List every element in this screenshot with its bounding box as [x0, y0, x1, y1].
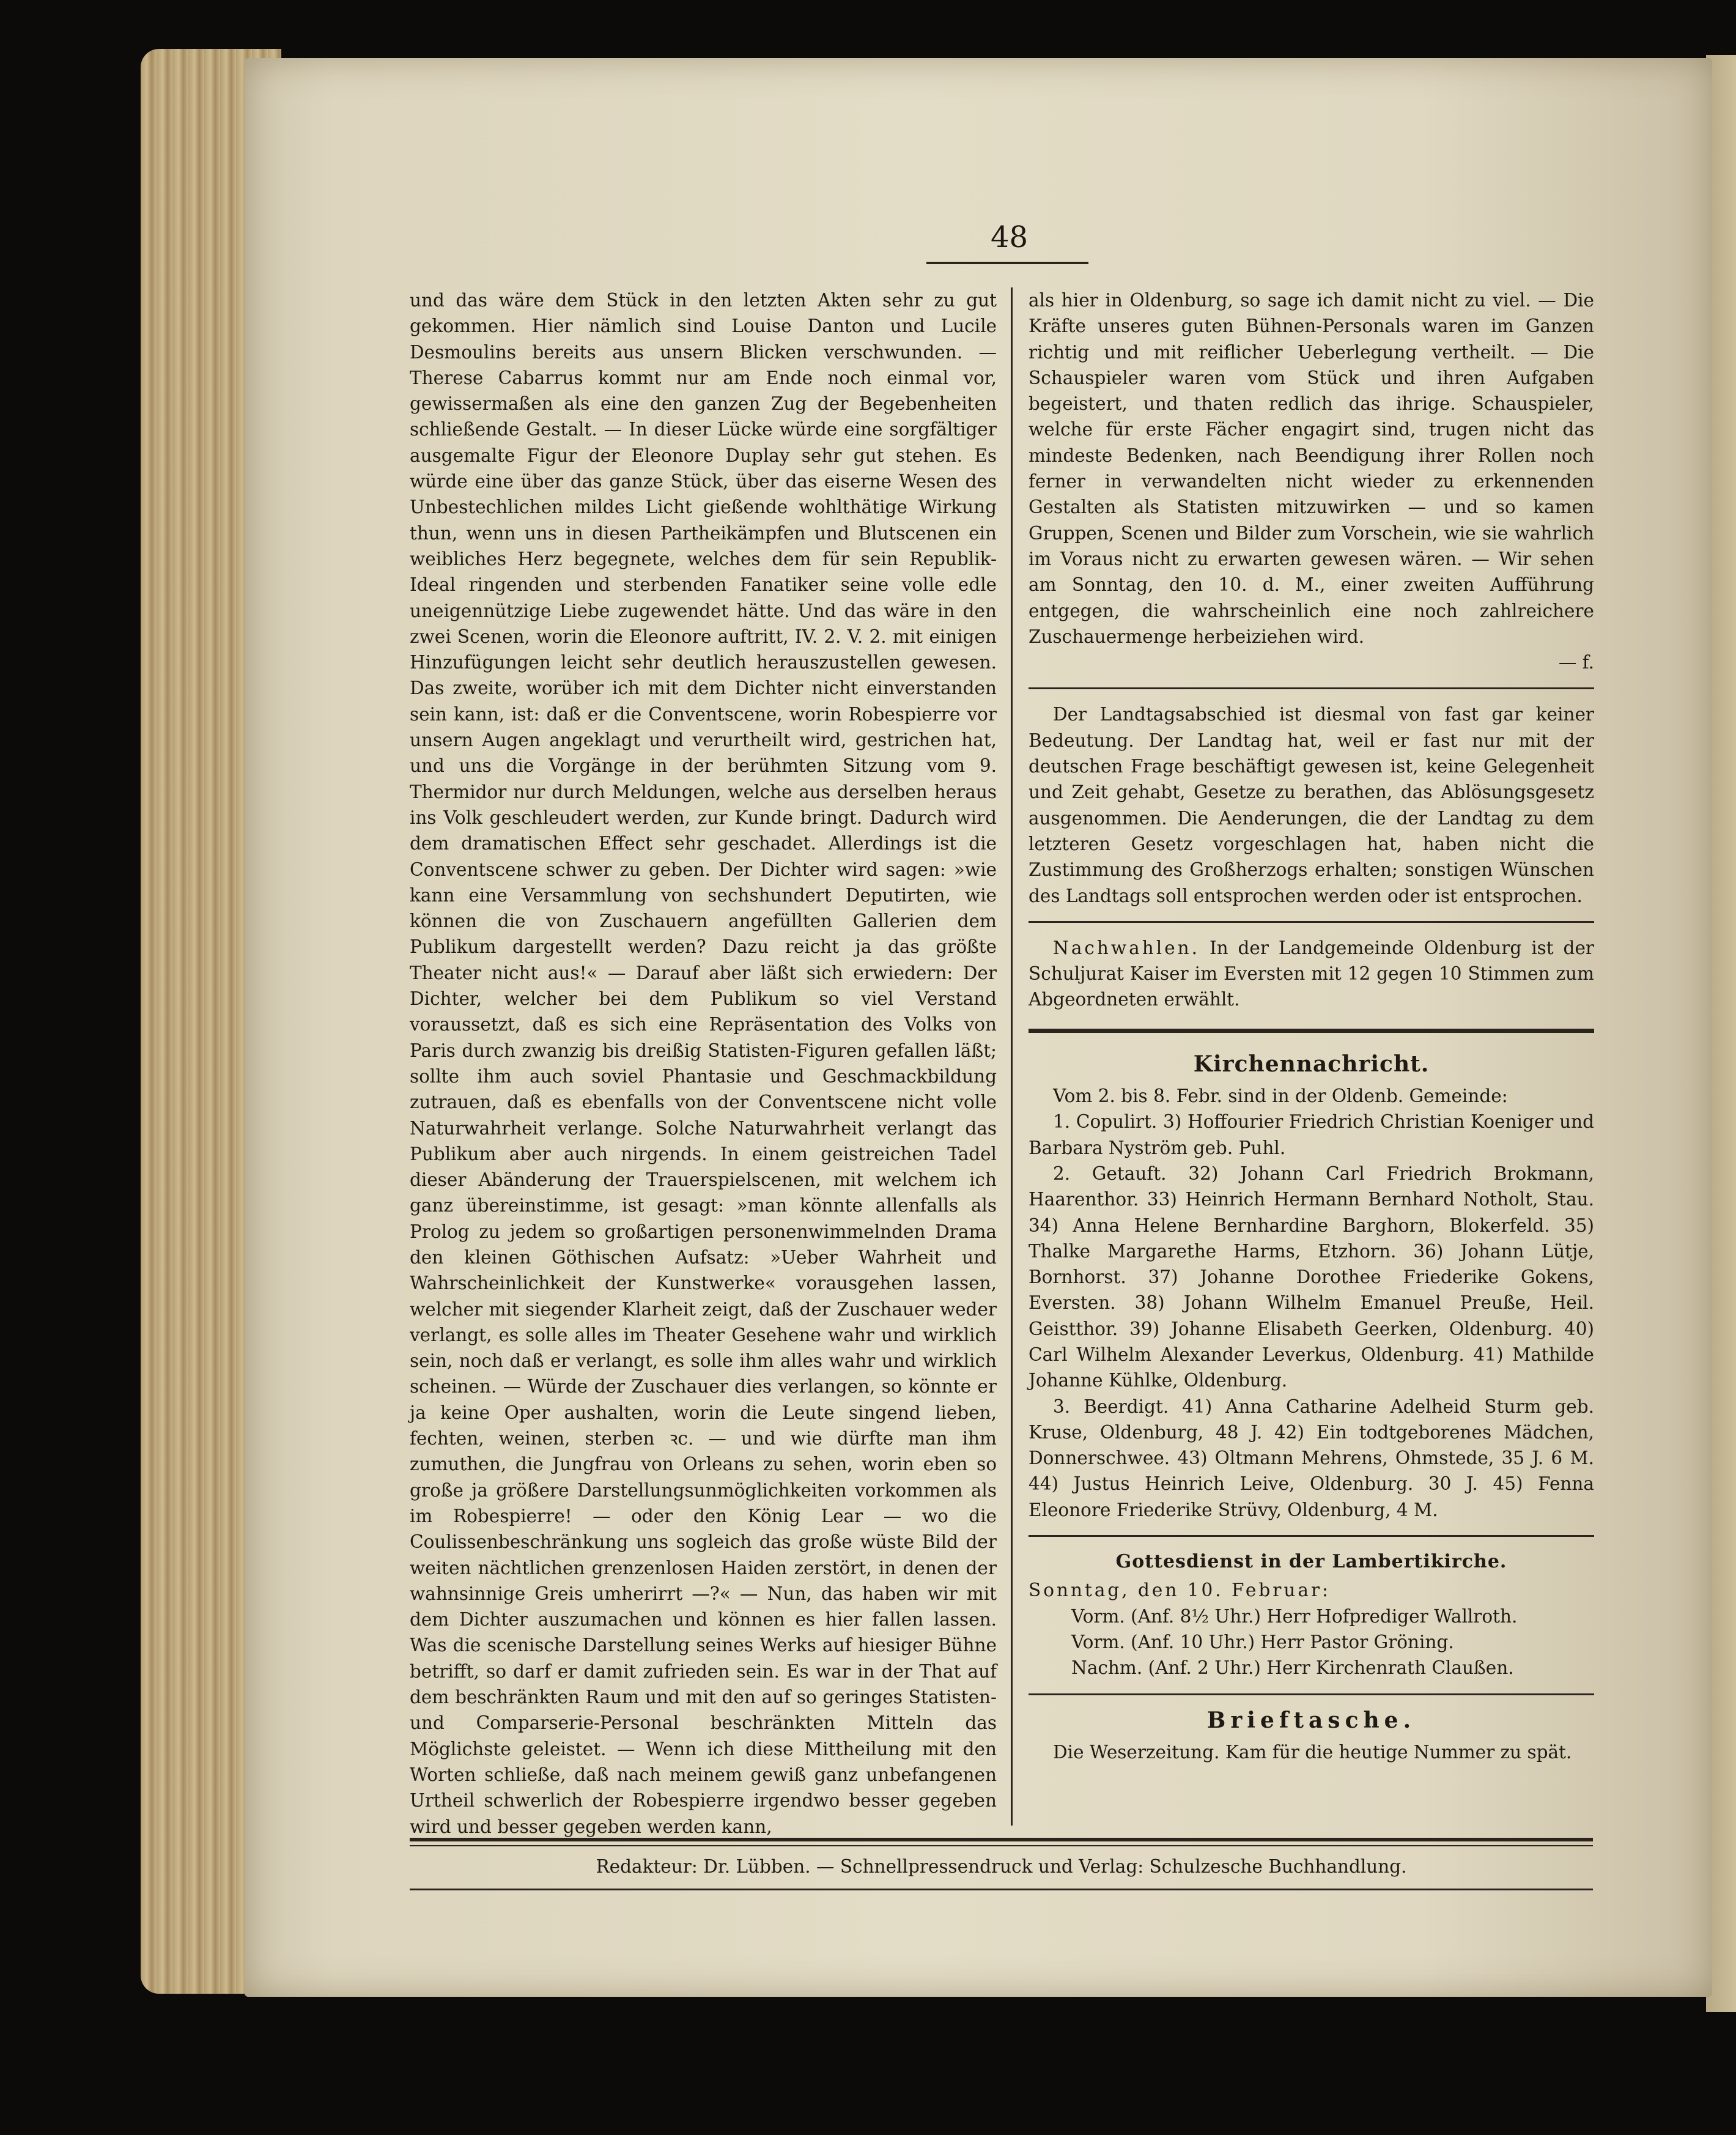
theatre-review-text: und das wäre dem Stück in den letzten Akten sehr zu gut gekommen. Hier nämlich sind Louise Danton und Lucile Desmoulins bereits aus unsern Blicken verschwunden. — Therese Cabarrus kommt nur am Ende noch einmal vor, gewissermaßen als eine den ganzen Zug der Begebenheiten schließende Gestalt. — In dieser Lücke würde eine sorgfältiger ausgemalte Figur der Eleonore Duplay sehr gut stehen. Es würde eine über das ganze Stück, über das eiserne Wesen des Unbestechlichen mildes Licht gießende wohlthätige Wirkung thun, wenn uns in diesen Partheikämpfen und Blutscenen ein weibliches Herz begegnete, welches dem für sein Republik-Ideal ringenden und sterbenden Fanatiker seine volle edle uneigennützige Liebe zugewendet hätte. Und das wäre in den zwei Scenen, worin die Eleonore auftritt, IV. 2. V. 2. mit einigen Hinzufügungen leicht sehr deutlich herauszustellen gewesen. Das zweite, worüber ich mit dem Dichter nicht einverstanden sein kann, ist: daß er die Conventscene, worin Robespierre vor unsern Augen angeklagt und verurtheilt wird, gestrichen hat, und uns die Vorgänge in der berühmten Sitzung vom 9. Thermidor nur durch Meldungen, welche aus derselben heraus ins Volk geschleudert werden, zur Kunde bringt. Dadurch wird dem dramatischen Effect sehr geschadet. Allerdings ist die Conventscene schwer zu geben. Der Dichter wird sagen: »wie kann eine Versammlung von sechshundert Deputirten, wie können die von Zuschauern angefüllten Gallerien dem Publikum dargestellt werden? Dazu reicht ja das größte Theater nicht aus!« — Darauf aber läßt sich erwiedern: Der Dichter, welcher bei dem Publikum so viel Verstand voraussetzt, daß es sich eine Repräsentation des Volks von Paris durch zwanzig bis dreißig Statisten-Figuren gefallen läßt; sollte ihm auch soviel Phantasie und Geschmackbildung zutrauen, daß es ebenfalls von der Conventscene nicht volle Naturwahrheit verlange. Solche Naturwahrheit verlangt das Publikum aber auch nirgends. In einem geistreichen Tadel dieser Abänderung der Trauerspielscenen, mit welchem ich ganz übereinstimme, ist gesagt: »man könnte allenfalls als Prolog zu jedem so großartigen personenwimmelnden Drama den kleinen Göthischen Aufsatz: »Ueber Wahrheit und Wahrscheinlichkeit der Kunstwerke« vorausgehen lassen, welcher mit siegender Klarheit zeigt, daß der Zuschauer weder verlangt, es solle alles im Theater Gesehene wahr und wirklich sein, noch daß er verlangt, es solle ihm alles wahr und wirklich scheinen. — Würde der Zuschauer dies verlangen, so könnte er ja keine Oper aushalten, worin die Leute singend lieben, fechten, weinen, sterben ꝛc. — und wie dürfte man ihm zumuthen, die Jungfrau von Orleans zu sehen, worin eben so große ja größere Darstellungsunmöglichkeiten vorkommen als im Robespierre! — oder den König Lear — wo die Coulissenbeschränkung uns sogleich das große wüste Bild der weiten nächtlichen grenzenlosen Haiden zerstört, in denen der wahnsinnige Greis umherirrt —?« — Nun, das haben wir mit dem Dichter auszumachen und können es hier fallen lassen. Was die scenische Darstellung seines Werks auf hiesiger Bühne betrifft, so darf er damit zufrieden sein. Es war in der That auf dem beschränkten Raum und mit den auf so geringes Statisten- und Comparserie-Personal beschränkten Mitteln das Möglichste geleistet. — Wenn ich diese Mittheilung mit den Worten schließe, daß nach meinem gewiß ganz unbefangenen Urtheil schwerlich der Robespierre irgendwo besser gegeben wird und besser gegeben werden kann,	[410, 290, 997, 1837]
nachwahlen-text: In der Landgemeinde Oldenburg ist der Schuljurat Kaiser im Eversten mit 12 gegen 10 Stimmen zum Abgeordneten erwählt.	[1029, 937, 1594, 1010]
landtag-article: Der Landtagsabschied ist diesmal von fast gar keiner Bedeutung. Der Landtag hat, weil er fast nur mit der deutschen Frage beschäftigt gewesen ist, keine Gelegenheit und Zeit gehabt, Gesetze zu berathen, das Ablösungsgesetz ausgenommen. Die Aenderungen, die der Landtag zu dem letzteren Gesetz vorgeschlagen hat, haben nicht die Zustimmung des Großherzogs erhalten; sonstigen Wünschen des Landtags soll entsprochen werden oder ist entsprochen.	[1029, 704, 1594, 906]
getauft-list: 2. Getauft. 32) Johann Carl Friedrich Brokmann, Haarenthor. 33) Heinrich Hermann Bernhard Notholt, Stau. 34) Anna Helene Bernhardine Barghorn, Blokerfeld. 35) Thalke Margarethe Harms, Etzhorn. 36) Johann Lütje, Bornhorst. 37) Johanne Dorothee Friederike Gokens, Eversten. 38) Johann Wilhelm Emanuel Preuße, Heil. Geistthor. 39) Johanne Elisabeth Geerken, Oldenburg. 40) Carl Wilhelm Alexander Leverkus, Oldenburg. 41) Mathilde Johanne Kühlke, Oldenburg.	[1029, 1163, 1594, 1391]
footer-rule	[410, 1889, 1593, 1890]
service-line: Nachm. (Anf. 2 Uhr.) Herr Kirchenrath Claußen.	[1071, 1657, 1514, 1679]
section-rule	[1029, 687, 1594, 689]
gottesdienst-date: Sonntag, den 10. Februar:	[1029, 1580, 1331, 1601]
right-column	[1029, 287, 1594, 1765]
section-rule	[1029, 1535, 1594, 1537]
section-rule	[1029, 921, 1594, 923]
service-line: Vorm. (Anf. 8½ Uhr.) Herr Hofprediger Wallroth.	[1071, 1605, 1518, 1627]
kirchen-intro: Vom 2. bis 8. Febr. sind in der Oldenb. Gemeinde:	[1053, 1086, 1508, 1107]
theatre-review-continuation: als hier in Oldenburg, so sage ich damit nicht zu viel. — Die Kräfte unseres guten Bühnen-Personals waren im Ganzen richtig und mit reiflicher Ueberlegung vertheilt. — Die Schauspieler waren vom Stück und ihren Aufgaben begeistert, und thaten redlich das ihrige. Schauspieler, welche für erste Fächer engagirt sind, trugen nicht das mindeste Bedenken, nach Beendigung ihrer Rollen noch ferner in verwandelten nicht wieder zu erkennenden Gestalten als Statisten mitzuwirken — und so kamen Gruppen, Scenen und Bilder zum Vorschein, wie sie wahrlich im Voraus nicht zu erwarten gewesen wären. — Wir sehen am Sonntag, den 10. d. M., einer zweiten Aufführung entgegen, die wahrscheinlich eine noch zahlreichere Zuschauermenge herbeiziehen wird.	[1029, 290, 1594, 647]
beerdigt-list: 3. Beerdigt. 41) Anna Catharine Adelheid Sturm geb. Kruse, Oldenburg, 48 J. 42) Ein todtgeborenes Mädchen, Donnerschwee. 43) Oltmann Mehrens, Ohmstede, 35 J. 6 M. 44) Justus Heinrich Leive, Oldenburg. 30 J. 45) Fenna Eleonore Friederike Strüvy, Oldenburg, 4 M.	[1029, 1396, 1594, 1520]
page-number: 48	[991, 220, 1029, 254]
section-rule	[1029, 1693, 1594, 1695]
brieftasche-text: Die Weserzeitung. Kam für die heutige Nummer zu spät.	[1053, 1741, 1572, 1763]
gottesdienst-heading: Gottesdienst in der Lambertikirche.	[1115, 1551, 1507, 1573]
service-line: Vorm. (Anf. 10 Uhr.) Herr Pastor Gröning.	[1071, 1631, 1454, 1652]
nachwahlen-article	[1029, 935, 1594, 1013]
nachwahlen-label: Nachwahlen.	[1053, 937, 1200, 958]
copulirt-list: 1. Copulirt. 3) Hoffourier Friedrich Christian Koeniger und Barbara Nyström geb. Puhl.	[1029, 1111, 1594, 1158]
footer-rule	[410, 1838, 1593, 1841]
page-number-rule	[926, 262, 1088, 264]
left-column	[410, 287, 997, 1840]
footer-rule	[410, 1845, 1593, 1846]
section-rule-thick	[1029, 1029, 1594, 1033]
brieftasche-heading: Brieftasche.	[1206, 1707, 1416, 1733]
column-divider	[1011, 287, 1013, 1826]
imprint-footer: Redakteur: Dr. Lübben. — Schnellpressendruck und Verlag: Schulzesche Buchhandlung.	[596, 1856, 1407, 1877]
review-signature: — f.	[1558, 652, 1594, 673]
kirchennachricht-heading: Kirchennachricht.	[1193, 1051, 1430, 1077]
